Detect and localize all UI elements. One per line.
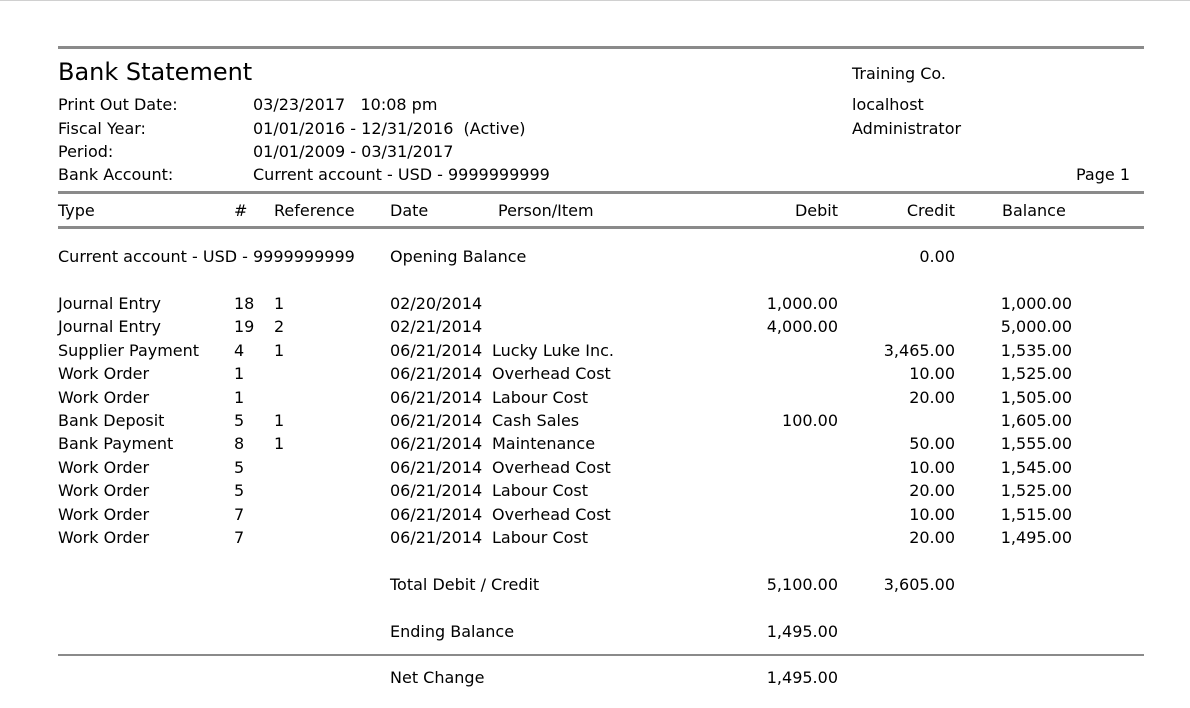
row-balance: 1,495.00 (1000, 528, 1072, 547)
row-reference: 1 (274, 411, 285, 430)
row-credit: 10.00 (909, 458, 955, 477)
row-balance: 1,000.00 (1000, 294, 1072, 313)
net-change-rule (58, 654, 1144, 656)
column-header-balance: Balance (1002, 201, 1066, 220)
period-label: Period: (58, 142, 114, 161)
row-credit: 20.00 (909, 481, 955, 500)
opening-balance-amount: 0.00 (919, 247, 955, 266)
row-person-item: Maintenance (492, 434, 596, 453)
row-person-item: Lucky Luke Inc. (492, 341, 614, 360)
column-header-date: Date (390, 201, 429, 220)
user-name: Administrator (852, 119, 962, 138)
row-date: 06/21/2014 (390, 341, 483, 360)
row-type: Journal Entry (58, 294, 161, 313)
print-out-date-value: 03/23/2017 10:08 pm (253, 95, 438, 114)
column-header-debit: Debit (794, 201, 838, 220)
row-type: Work Order (58, 388, 150, 407)
row-number: 19 (234, 317, 255, 336)
row-number: 7 (234, 528, 245, 547)
company-name: Training Co. (852, 64, 946, 83)
row-balance: 5,000.00 (1000, 317, 1072, 336)
row-date: 06/21/2014 (390, 364, 483, 383)
row-person-item: Overhead Cost (492, 458, 611, 477)
row-balance: 1,535.00 (1000, 341, 1072, 360)
row-number: 1 (234, 388, 245, 407)
column-header-credit: Credit (906, 201, 955, 220)
row-number: 5 (234, 411, 245, 430)
row-number: 18 (234, 294, 255, 313)
row-type: Work Order (58, 505, 150, 524)
total-debit-credit-label: Total Debit / Credit (390, 575, 540, 594)
row-debit: 100.00 (782, 411, 838, 430)
net-change-label: Net Change (390, 668, 485, 687)
row-type: Bank Payment (58, 434, 174, 453)
row-type: Work Order (58, 364, 150, 383)
column-header-bottom-rule (58, 226, 1144, 229)
row-type: Work Order (58, 481, 150, 500)
column-header-type: Type (58, 201, 95, 220)
row-reference: 1 (274, 434, 285, 453)
row-balance: 1,555.00 (1000, 434, 1072, 453)
row-credit: 50.00 (909, 434, 955, 453)
net-change-value: 1,495.00 (766, 668, 838, 687)
report-title: Bank Statement (58, 58, 253, 86)
row-number: 5 (234, 481, 245, 500)
bank-account-value: Current account - USD - 9999999999 (253, 165, 550, 184)
row-balance: 1,505.00 (1000, 388, 1072, 407)
ending-balance-label: Ending Balance (390, 622, 515, 641)
row-balance: 1,525.00 (1000, 481, 1072, 500)
total-credit-value: 3,605.00 (883, 575, 955, 594)
row-type: Work Order (58, 458, 150, 477)
row-date: 06/21/2014 (390, 505, 483, 524)
row-balance: 1,525.00 (1000, 364, 1072, 383)
column-header-person-item: Person/Item (498, 201, 594, 220)
row-person-item: Overhead Cost (492, 364, 611, 383)
row-balance: 1,515.00 (1000, 505, 1072, 524)
row-debit: 4,000.00 (766, 317, 838, 336)
row-person-item: Cash Sales (492, 411, 580, 430)
row-person-item: Labour Cost (492, 528, 589, 547)
row-person-item: Labour Cost (492, 481, 589, 500)
row-number: 4 (234, 341, 245, 360)
host-name: localhost (852, 95, 924, 114)
column-header-top-rule (58, 191, 1144, 194)
period-value: 01/01/2009 - 03/31/2017 (253, 142, 454, 161)
row-debit: 1,000.00 (766, 294, 838, 313)
row-credit: 20.00 (909, 528, 955, 547)
row-person-item: Overhead Cost (492, 505, 611, 524)
window-top-border (0, 0, 1190, 1)
row-person-item: Labour Cost (492, 388, 589, 407)
row-credit: 10.00 (909, 364, 955, 383)
row-date: 06/21/2014 (390, 481, 483, 500)
row-balance: 1,545.00 (1000, 458, 1072, 477)
row-date: 06/21/2014 (390, 528, 483, 547)
fiscal-year-value: 01/01/2016 - 12/31/2016 (Active) (253, 119, 526, 138)
fiscal-year-label: Fiscal Year: (58, 119, 146, 138)
row-date: 06/21/2014 (390, 411, 483, 430)
row-type: Work Order (58, 528, 150, 547)
row-credit: 10.00 (909, 505, 955, 524)
row-number: 5 (234, 458, 245, 477)
opening-account-name: Current account - USD - 9999999999 (58, 247, 355, 266)
row-date: 06/21/2014 (390, 434, 483, 453)
row-number: 8 (234, 434, 245, 453)
row-date: 02/21/2014 (390, 317, 483, 336)
header-top-rule (58, 46, 1144, 49)
page-number: Page 1 (1076, 165, 1130, 184)
row-reference: 2 (274, 317, 285, 336)
row-type: Supplier Payment (58, 341, 200, 360)
row-reference: 1 (274, 294, 285, 313)
row-number: 1 (234, 364, 245, 383)
column-header-number: # (234, 201, 248, 220)
row-date: 06/21/2014 (390, 458, 483, 477)
row-type: Journal Entry (58, 317, 161, 336)
row-balance: 1,605.00 (1000, 411, 1072, 430)
bank-account-label: Bank Account: (58, 165, 174, 184)
row-reference: 1 (274, 341, 285, 360)
row-credit: 20.00 (909, 388, 955, 407)
total-debit-value: 5,100.00 (766, 575, 838, 594)
row-date: 02/20/2014 (390, 294, 483, 313)
ending-balance-value: 1,495.00 (766, 622, 838, 641)
row-credit: 3,465.00 (883, 341, 955, 360)
column-header-reference: Reference (274, 201, 355, 220)
row-type: Bank Deposit (58, 411, 165, 430)
opening-balance-label: Opening Balance (390, 247, 527, 266)
row-number: 7 (234, 505, 245, 524)
row-date: 06/21/2014 (390, 388, 483, 407)
print-out-date-label: Print Out Date: (58, 95, 178, 114)
